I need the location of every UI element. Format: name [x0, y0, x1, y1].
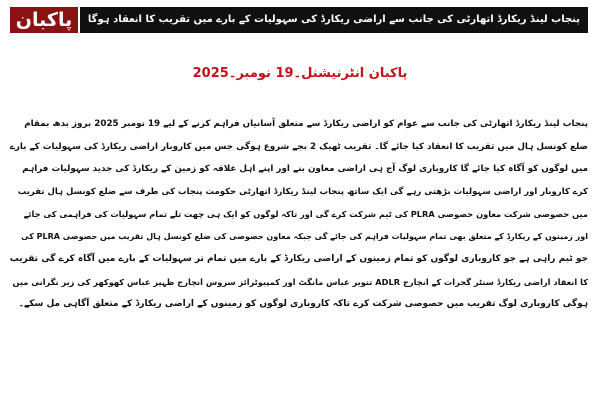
article-line: ضلع کونسل ہال میں تقریب کا انعقاد کیا جائے گا۔ تقریب ٹھیک 2 بجے شروع ہوگی جس میں کاروبار اراضی ریکارڈ کی سہولیات کے بارے: [10, 141, 588, 152]
news-header: [10, 7, 588, 33]
article-line: میں حصوصی شرکت معاون حصوصی PLRA کی ٹیم شرکت کرے گی اور تاکہ لوگوں کو ایک ہی چھت تلے تمام سہولیات کی فراہمی کی جائے: [23, 209, 588, 219]
article-line: کا انعقاد اراضی ریکارڈ سنٹر گجرات کے انچارج ADLR تنویر عباس مانگٹ اور کمپیوٹرائز سروس انچارج ظہیر عباس کھوکھر کی زیر نگرانی میں: [12, 276, 588, 287]
article-line: میں لوگوں کو آگاہ کیا جائے گا کاروباری لوگ آج ہی اراضی معاون بنے اور اپنے اہل علاقہ کو زمین کے ریکارڈ کی جدید سہولیات فراہم: [22, 164, 588, 174]
dateline: پاکبان انٹرنیشنل۔19 نومبر۔2025: [192, 66, 408, 81]
article-line: ہوگی کاروباری لوگ تقریب میں حصوصی شرکت کرے تاکہ کاروباری لوگوں کو زمینوں کے اراضی ریکارڈ کے متعلق آگاہی مل سکے۔: [18, 299, 588, 309]
article-line: کرے کاروبار اور اراضی سہولیات بڑھتی رہے گی ایک ساتھ پنجاب لینڈ ریکارڈ اتھارٹی حکومت پنجاب کی طرف سے ضلع کونسل ہال تقریب: [17, 186, 588, 197]
headline: پنجاب لینڈ ریکارڈ اتھارٹی کی جانب سے اراضی ریکارڈ کی سہولیات کے بارے میں تقریب کا انعقاد ہوگا: [80, 7, 588, 33]
article-line: جو ٹیم راہی ہے جو کاروباری لوگوں کو تمام زمینوں کے اراضی ریکارڈ کے بارے میں تمام تر سہولیات کے بارے میں آگاہ کرے گی تقریب: [10, 254, 588, 264]
article-line: پنجاب لینڈ ریکارڈ اتھارٹی کی جانب سے عوام کو اراضی ریکارڈ سے متعلق آسانیاں فراہم کرنے کے لیے 19 نومبر 2025 بروز بدھ بمقام: [24, 119, 588, 129]
brand-logo: پاکبان: [10, 7, 78, 33]
article-body: [10, 113, 588, 316]
article-line: اور زمینوں کے ریکارڈ کے متعلق بھی تمام سہولیات فراہم کی جائے گی جبکہ معاون حصوصی کی ضلع کونسل ہال تقریب میں حصوصی PLRA کی: [21, 231, 588, 241]
